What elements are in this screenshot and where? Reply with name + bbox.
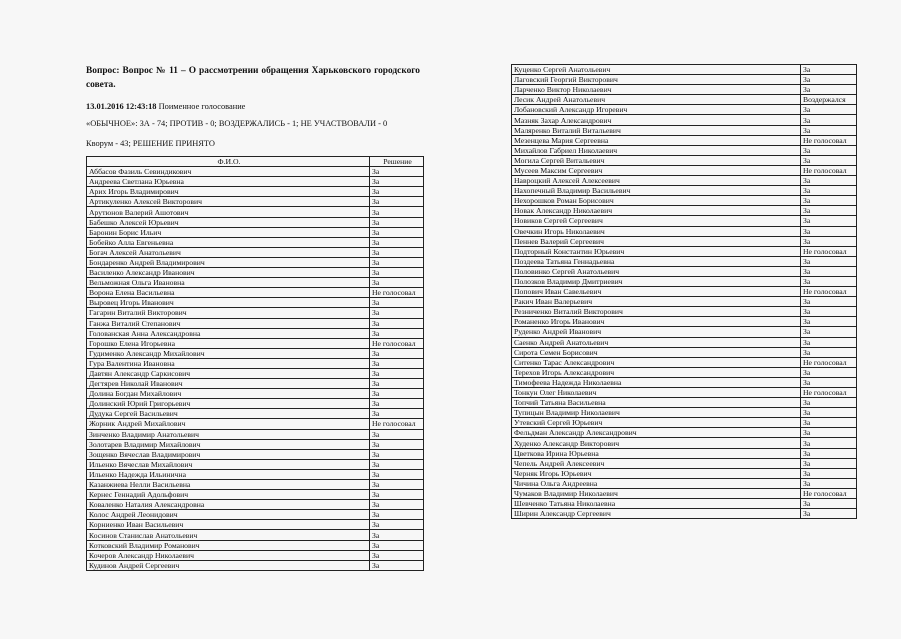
table-row (512, 105, 857, 115)
deputy-name: Худенко Александр Викторович (512, 438, 801, 448)
table-row (512, 509, 857, 519)
deputy-name: Жорник Андрей Михайлович (87, 419, 370, 429)
table-row (512, 206, 857, 216)
vote-decision: За (801, 297, 857, 307)
table-row (512, 135, 857, 145)
vote-datetime-line (86, 102, 245, 111)
vote-decision: За (370, 227, 424, 237)
table-row (512, 478, 857, 488)
deputy-name: Андреева Светлана Юрьевна (87, 177, 370, 187)
table-row (512, 468, 857, 478)
vote-decision: За (801, 307, 857, 317)
vote-type: Поименное голосование (158, 102, 246, 111)
table-row (87, 338, 424, 348)
deputy-name: Топчий Татьяна Васильевна (512, 398, 801, 408)
vote-decision: За (801, 317, 857, 327)
table-row (87, 429, 424, 439)
deputy-name: Шевченко Татьяна Николаевна (512, 499, 801, 509)
vote-decision: Не голосовал (801, 165, 857, 175)
quorum-decision: Кворум - 43; РЕШЕНИЕ ПРИНЯТО (86, 139, 215, 148)
deputy-name: Утевский Сергей Юрьевич (512, 418, 801, 428)
table-row (512, 398, 857, 408)
vote-decision: За (370, 187, 424, 197)
table-row (87, 247, 424, 257)
table-row (512, 276, 857, 286)
table-row (512, 357, 857, 367)
table-row (512, 256, 857, 266)
vote-table-right (511, 64, 857, 519)
table-row (87, 358, 424, 368)
vote-decision: Не голосовал (801, 287, 857, 297)
deputy-name: Лаговский Георгий Викторович (512, 75, 801, 85)
deputy-name: Фельдман Александр Александрович (512, 428, 801, 438)
vote-decision: За (801, 256, 857, 266)
deputy-name: Ворона Елена Васильевна (87, 288, 370, 298)
table-row (512, 287, 857, 297)
deputy-name: Кудинов Андрей Сергеевич (87, 560, 370, 570)
table-row (87, 187, 424, 197)
vote-decision: За (370, 399, 424, 409)
table-row (87, 298, 424, 308)
vote-decision: За (370, 530, 424, 540)
decision-column-header: Решение (370, 157, 424, 167)
table-row (512, 317, 857, 327)
deputy-name: Чумаков Владимир Николаевич (512, 488, 801, 498)
table-row (512, 176, 857, 186)
deputy-name: Аббасов Фазиль Севиндикович (87, 167, 370, 177)
deputy-name: Ильенко Вячеслав Михайлович (87, 459, 370, 469)
vote-decision: За (801, 468, 857, 478)
deputy-name: Зощенко Вячеслав Владимирович (87, 449, 370, 459)
table-row (87, 449, 424, 459)
table-row (512, 297, 857, 307)
table-row (512, 458, 857, 468)
vote-decision: За (370, 197, 424, 207)
table-row (87, 379, 424, 389)
vote-decision: За (370, 257, 424, 267)
table-row (512, 125, 857, 135)
table-row (512, 196, 857, 206)
vote-decision: За (370, 389, 424, 399)
vote-decision: За (370, 459, 424, 469)
deputy-name: Давтян Александр Саркисович (87, 368, 370, 378)
table-row (87, 409, 424, 419)
table-row (512, 428, 857, 438)
table-row (87, 490, 424, 500)
table-row (87, 500, 424, 510)
vote-decision: Не голосовал (801, 246, 857, 256)
vote-decision: За (370, 500, 424, 510)
deputy-name: Колос Андрей Леонидович (87, 510, 370, 520)
deputy-name: Чичина Ольга Андреевна (512, 478, 801, 488)
deputy-name: Казанжиева Нелли Васильевна (87, 480, 370, 490)
deputy-name: Подторный Константин Юрьевич (512, 246, 801, 256)
vote-decision: Не голосовал (370, 288, 424, 298)
deputy-name: Котковский Владимир Романович (87, 540, 370, 550)
table-row (87, 288, 424, 298)
vote-decision: За (370, 298, 424, 308)
deputy-name: Ганжа Виталий Степанович (87, 318, 370, 328)
deputy-name: Поздеева Татьяна Геннадьевна (512, 256, 801, 266)
vote-decision: За (801, 428, 857, 438)
vote-decision: За (370, 308, 424, 318)
vote-datetime: 13.01.2016 12:43:18 (86, 102, 157, 111)
vote-decision: За (801, 367, 857, 377)
deputy-name: Романенко Игорь Иванович (512, 317, 801, 327)
deputy-name: Тимофеева Надежда Николаевна (512, 377, 801, 387)
vote-decision: За (801, 206, 857, 216)
vote-decision: За (370, 469, 424, 479)
table-row (512, 85, 857, 95)
vote-table-left (86, 156, 424, 571)
vote-decision: За (370, 247, 424, 257)
vote-decision: За (801, 75, 857, 85)
table-row (87, 399, 424, 409)
table-row (512, 388, 857, 398)
table-row (87, 419, 424, 429)
vote-decision: За (370, 217, 424, 227)
table-row (512, 408, 857, 418)
vote-decision: Не голосовал (801, 488, 857, 498)
deputy-name: Лесик Андрей Анатольевич (512, 95, 801, 105)
vote-decision: За (801, 499, 857, 509)
vote-decision: Не голосовал (370, 419, 424, 429)
table-row (87, 530, 424, 540)
vote-decision: За (801, 408, 857, 418)
deputy-name: Горошко Елена Игорьевна (87, 338, 370, 348)
table-row (512, 367, 857, 377)
vote-decision: За (801, 398, 857, 408)
table-row (512, 488, 857, 498)
vote-decision: За (370, 167, 424, 177)
table-row (512, 226, 857, 236)
vote-decision: За (370, 177, 424, 187)
table-row (87, 308, 424, 318)
table-row (87, 469, 424, 479)
deputy-name: Нехорошков Роман Борисович (512, 196, 801, 206)
vote-results: «ОБЫЧНОЕ»: ЗА - 74; ПРОТИВ - 0; ВОЗДЕРЖАЛИСЬ - 1; НЕ УЧАСТВОВАЛИ - 0 (86, 119, 388, 128)
table-row (87, 540, 424, 550)
table-row (512, 75, 857, 85)
deputy-name: Арих Игорь Владимирович (87, 187, 370, 197)
vote-decision: За (801, 145, 857, 155)
vote-decision: За (370, 409, 424, 419)
table-row (87, 318, 424, 328)
table-row (87, 268, 424, 278)
table-row (512, 448, 857, 458)
deputy-name: Баронин Борис Ильич (87, 227, 370, 237)
deputy-name: Дудука Сергей Васильевич (87, 409, 370, 419)
deputy-name: Василенко Александр Иванович (87, 268, 370, 278)
table-row (87, 197, 424, 207)
table-row (87, 560, 424, 570)
vote-decision: За (370, 358, 424, 368)
vote-decision: За (370, 318, 424, 328)
deputy-name: Долинский Юрий Григорьевич (87, 399, 370, 409)
deputy-name: Богач Алексей Анатольевич (87, 247, 370, 257)
deputy-name: Гура Валентина Ивановна (87, 358, 370, 368)
vote-decision: За (370, 207, 424, 217)
table-row (87, 550, 424, 560)
deputy-name: Корниенко Иван Васильевич (87, 520, 370, 530)
vote-decision: Не голосовал (370, 338, 424, 348)
vote-decision: За (370, 550, 424, 560)
deputy-name: Мусеев Максим Сергеевич (512, 165, 801, 175)
deputy-name: Попович Иван Савельевич (512, 287, 801, 297)
vote-decision: За (801, 266, 857, 276)
table-row (512, 438, 857, 448)
table-header-row (87, 157, 424, 167)
table-row (512, 115, 857, 125)
deputy-name: Вельможная Ольга Ивановна (87, 278, 370, 288)
table-row (87, 177, 424, 187)
vote-decision: За (801, 509, 857, 519)
vote-decision: За (370, 429, 424, 439)
deputy-name: Лобановский Александр Игоревич (512, 105, 801, 115)
name-column-header: Ф.И.О. (87, 157, 370, 167)
deputy-name: Ларченко Виктор Николаевич (512, 85, 801, 95)
vote-decision: Не голосовал (801, 135, 857, 145)
vote-decision: За (801, 115, 857, 125)
table-row (87, 348, 424, 358)
vote-decision: За (370, 348, 424, 358)
table-row (87, 257, 424, 267)
table-row (512, 186, 857, 196)
table-row (87, 459, 424, 469)
vote-decision: За (370, 560, 424, 570)
table-row (512, 95, 857, 105)
table-row (87, 510, 424, 520)
deputy-name: Тонкун Олег Николаевич (512, 388, 801, 398)
table-row (512, 246, 857, 256)
table-row (87, 439, 424, 449)
vote-decision: За (801, 438, 857, 448)
deputy-name: Долина Богдан Михайлович (87, 389, 370, 399)
deputy-name: Бобейко Алла Евгеньевна (87, 237, 370, 247)
vote-decision: За (801, 226, 857, 236)
deputy-name: Арутюнов Валерий Ашотович (87, 207, 370, 217)
deputy-name: Черняк Игорь Юрьевич (512, 468, 801, 478)
vote-decision: Не голосовал (801, 357, 857, 367)
table-row (87, 368, 424, 378)
table-row (512, 165, 857, 175)
vote-decision: За (801, 347, 857, 357)
vote-decision: За (801, 176, 857, 186)
deputy-name: Бондаренко Андрей Владимирович (87, 257, 370, 267)
deputy-name: Кернес Геннадий Адольфович (87, 490, 370, 500)
vote-decision: За (801, 85, 857, 95)
deputy-name: Тупицын Владимир Николаевич (512, 408, 801, 418)
vote-decision: За (801, 377, 857, 387)
table-row (512, 418, 857, 428)
vote-decision: За (801, 186, 857, 196)
deputy-name: Артикуленко Алексей Викторович (87, 197, 370, 207)
deputy-name: Мезенцева Мария Сергеевна (512, 135, 801, 145)
deputy-name: Новак Александр Николаевич (512, 206, 801, 216)
table-row (87, 328, 424, 338)
vote-decision: За (801, 196, 857, 206)
deputy-name: Новиков Сергей Сергеевич (512, 216, 801, 226)
table-row (87, 207, 424, 217)
vote-decision: За (370, 439, 424, 449)
deputy-name: Кочеров Александр Николаевич (87, 550, 370, 560)
vote-decision: За (370, 449, 424, 459)
deputy-name: Гудименко Александр Михайлович (87, 348, 370, 358)
deputy-name: Резниченко Виталий Викторович (512, 307, 801, 317)
table-row (512, 307, 857, 317)
vote-decision: За (370, 520, 424, 530)
deputy-name: Зинченко Владимир Анатольевич (87, 429, 370, 439)
vote-decision: За (370, 328, 424, 338)
table-row (87, 278, 424, 288)
deputy-name: Куценко Сергей Анатольевич (512, 65, 801, 75)
table-row (87, 480, 424, 490)
table-row (512, 145, 857, 155)
deputy-name: Овечкин Игорь Николаевич (512, 226, 801, 236)
deputy-name: Мазняк Захар Александрович (512, 115, 801, 125)
vote-decision: За (801, 458, 857, 468)
deputy-name: Чепель Андрей Алексеевич (512, 458, 801, 468)
vote-decision: За (370, 278, 424, 288)
vote-decision: За (801, 327, 857, 337)
deputy-name: Руденко Андрей Иванович (512, 327, 801, 337)
deputy-name: Ситенко Тарас Александрович (512, 357, 801, 367)
deputy-name: Саенко Андрей Анатольевич (512, 337, 801, 347)
table-row (512, 337, 857, 347)
deputy-name: Ильенко Надежда Ильинична (87, 469, 370, 479)
table-row (512, 499, 857, 509)
deputy-name: Выровец Игорь Иванович (87, 298, 370, 308)
table-row (512, 266, 857, 276)
table-row (87, 520, 424, 530)
vote-decision: За (801, 276, 857, 286)
deputy-name: Терехов Игорь Александрович (512, 367, 801, 377)
vote-decision: За (370, 540, 424, 550)
vote-decision: За (801, 418, 857, 428)
deputy-name: Нахопечный Владимир Васильевич (512, 186, 801, 196)
table-row (87, 237, 424, 247)
vote-decision: За (370, 490, 424, 500)
table-row (512, 347, 857, 357)
deputy-name: Навроцкий Алексей Алексеевич (512, 176, 801, 186)
deputy-name: Могила Сергей Витальевич (512, 155, 801, 165)
table-row (512, 155, 857, 165)
table-row (512, 216, 857, 226)
deputy-name: Косинов Станислав Анатольевич (87, 530, 370, 540)
table-row (87, 389, 424, 399)
deputy-name: Бабешко Алексей Юрьевич (87, 217, 370, 227)
deputy-name: Золотарев Владимир Михайлович (87, 439, 370, 449)
table-row (512, 327, 857, 337)
deputy-name: Маляренко Виталий Витальевич (512, 125, 801, 135)
vote-decision: За (370, 379, 424, 389)
vote-decision: За (801, 216, 857, 226)
deputy-name: Половинко Сергей Анатольевич (512, 266, 801, 276)
vote-decision: За (370, 268, 424, 278)
deputy-name: Полозков Владимир Дмитриевич (512, 276, 801, 286)
deputy-name: Сирота Семен Борисович (512, 347, 801, 357)
deputy-name: Цветкова Ирина Юрьевна (512, 448, 801, 458)
table-row (87, 167, 424, 177)
deputy-name: Ширин Александр Сергеевич (512, 509, 801, 519)
deputy-name: Пеннев Валерий Сергеевич (512, 236, 801, 246)
vote-decision: За (370, 480, 424, 490)
deputy-name: Ракич Иван Валерьевич (512, 297, 801, 307)
vote-decision: Не голосовал (801, 388, 857, 398)
vote-decision: За (801, 105, 857, 115)
vote-decision: За (801, 478, 857, 488)
table-row (512, 377, 857, 387)
table-row (87, 217, 424, 227)
vote-decision: За (801, 125, 857, 135)
vote-decision: За (801, 337, 857, 347)
deputy-name: Дегтярев Николай Иванович (87, 379, 370, 389)
deputy-name: Михайлов Габриел Николаевич (512, 145, 801, 155)
table-row (512, 65, 857, 75)
table-row (512, 236, 857, 246)
deputy-name: Гагарин Виталий Викторович (87, 308, 370, 318)
vote-decision: За (801, 155, 857, 165)
vote-decision: За (801, 65, 857, 75)
vote-decision: За (801, 236, 857, 246)
vote-decision: За (370, 510, 424, 520)
deputy-name: Голованская Анна Александровна (87, 328, 370, 338)
deputy-name: Коваленко Наталия Александровна (87, 500, 370, 510)
vote-decision: За (370, 237, 424, 247)
table-row (87, 227, 424, 237)
vote-decision: Воздержался (801, 95, 857, 105)
question-title: Вопрос: Вопрос № 11 – О рассмотрении обращения Харьковского городского совета. (86, 66, 420, 90)
vote-decision: За (801, 448, 857, 458)
vote-decision: За (370, 368, 424, 378)
